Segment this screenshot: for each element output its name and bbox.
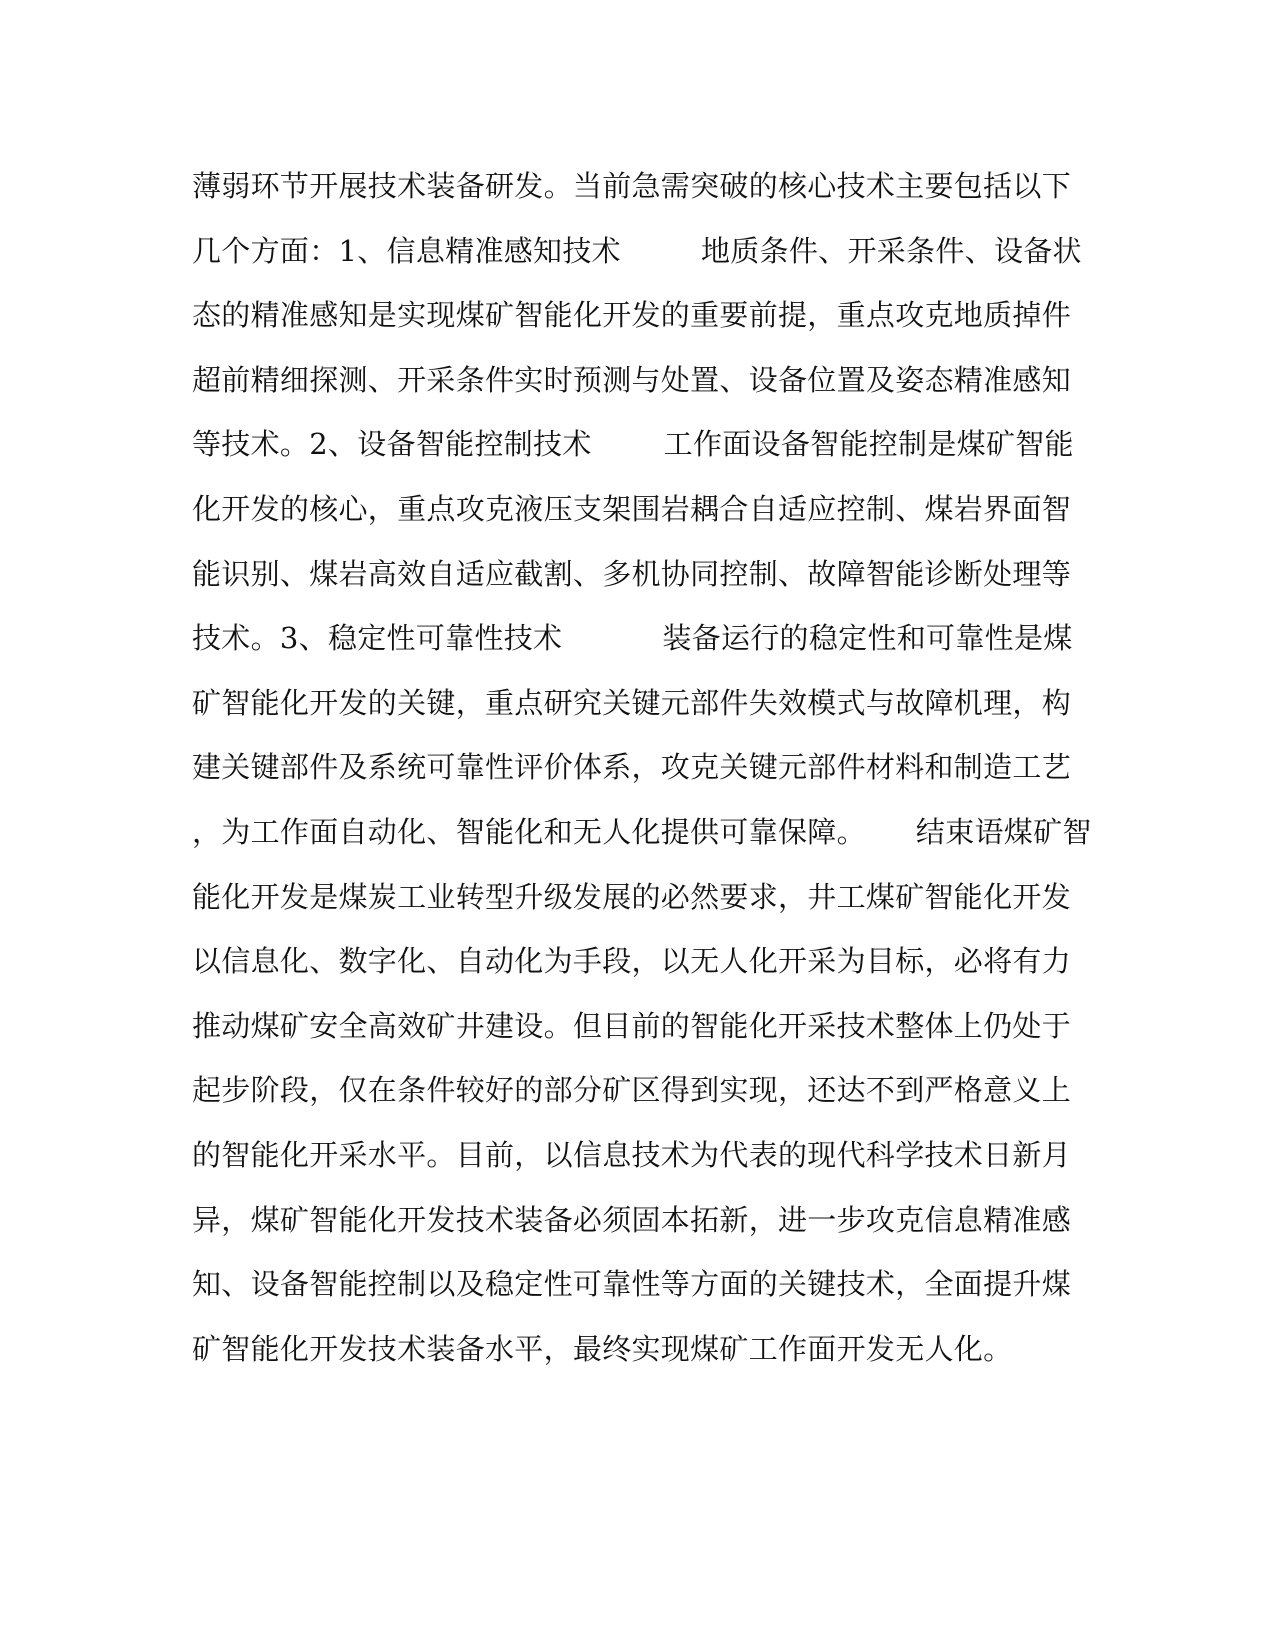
text-line: 矿智能化开发的关键，重点研究关键元部件失效模式与故障机理，构 bbox=[192, 685, 1072, 720]
text-line: 矿智能化开发技术装备水平，最终实现煤矿工作面开发无人化。 bbox=[192, 1331, 1013, 1366]
text-line: 以信息化、数字化、自动化为手段，以无人化开采为目标，必将有力 bbox=[192, 944, 1072, 979]
text-line: 能化开发是煤炭工业转型升级发展的必然要求，井工煤矿智能化开发 bbox=[192, 879, 1072, 914]
text-line: 技术。3、稳定性可靠性技术 装备运行的稳定性和可靠性是煤 bbox=[192, 621, 1073, 656]
text-line: 起步阶段，仅在条件较好的部分矿区得到实现，还达不到严格意义上 bbox=[192, 1073, 1072, 1108]
text-line: 等技术。2、设备智能控制技术 工作面设备智能控制是煤矿智能 bbox=[192, 427, 1074, 462]
text-line: 推动煤矿安全高效矿井建设。但目前的智能化开采技术整体上仍处于 bbox=[192, 1008, 1072, 1043]
text-line: 态的精准感知是实现煤矿智能化开发的重要前提，重点攻克地质掉件 bbox=[192, 298, 1072, 333]
text-line: 的智能化开采水平。目前，以信息技术为代表的现代科学技术日新月 bbox=[192, 1137, 1072, 1172]
text-line: 化开发的核心，重点攻克液压支架围岩耦合自适应控制、煤岩界面智 bbox=[192, 491, 1072, 526]
text-line: ，为工作面自动化、智能化和无人化提供可靠保障。 结束语煤矿智 bbox=[192, 814, 1092, 849]
text-line: 知、设备智能控制以及稳定性可靠性等方面的关键技术，全面提升煤 bbox=[192, 1267, 1072, 1302]
text-line: 超前精细探测、开采条件实时预测与处置、设备位置及姿态精准感知 bbox=[192, 362, 1072, 397]
text-line: 能识别、煤岩高效自适应截割、多机协同控制、故障智能诊断处理等 bbox=[192, 556, 1072, 591]
text-line: 薄弱环节开展技术装备研发。当前急需突破的核心技术主要包括以下 bbox=[192, 169, 1072, 203]
text-line: 几个方面：1、信息精准感知技术 地质条件、开采条件、设备状 bbox=[192, 233, 1082, 268]
text-line: 建关键部件及系统可靠性评价体系，攻克关键元部件材料和制造工艺 bbox=[192, 750, 1072, 785]
text-line: 异，煤矿智能化开发技术装备必须固本拓新，进一步攻克信息精准感 bbox=[192, 1202, 1072, 1237]
body-text bbox=[192, 154, 1092, 1381]
